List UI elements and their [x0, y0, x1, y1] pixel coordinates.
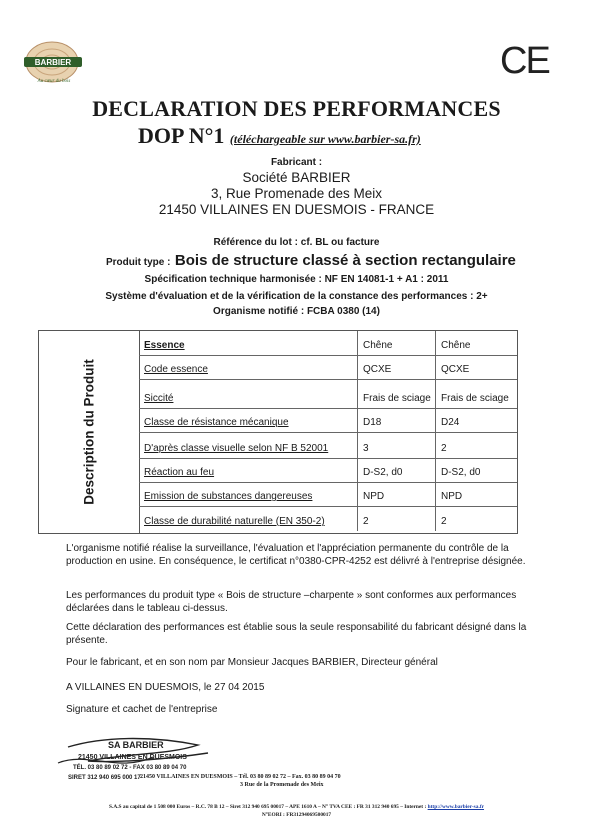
- ce-mark: CE: [500, 40, 549, 82]
- dop-heading: [138, 123, 421, 149]
- value-cell: D24: [435, 408, 517, 432]
- footer-legal-text: S.A.S au capital de 1 508 000 Euros – R.C. 78 B 12 – Siret 312 940 695 00017 – APE 1610 A – N° TVA CEE : FR 31 312 940 695 – Internet :: [108, 804, 427, 810]
- notified-organism: Organisme notifié : FCBA 0380 (14): [213, 306, 380, 317]
- table-row: [139, 408, 517, 433]
- product-type-value: Bois de structure classé à section rectangulaire: [174, 252, 516, 269]
- logo-tagline: Au cœur du bois: [37, 79, 71, 84]
- value-cell: Chêne: [357, 331, 435, 355]
- stamp-address-line2: 3 Rue de la Promenade des Meix: [240, 782, 324, 788]
- stamp-address-line: 21450 VILLAINES EN DUESMOIS – Tél. 03 80 89 02 72 – Fax. 03 80 89 04 70: [140, 774, 341, 780]
- footer-eori: N°EORI : FR31294069500017: [261, 812, 332, 818]
- paragraph-responsibility: Cette déclaration des performances est établie sous la seule responsabilité du fabricant désigné dans la présente.: [66, 622, 527, 646]
- value-cell: QCXE: [357, 355, 435, 379]
- technical-spec: Spécification technique harmonisée : NF EN 14081-1 + A1 : 2011: [144, 274, 449, 285]
- property-cell: Emission de substances dangereuses: [144, 491, 313, 502]
- value-cell: 2: [357, 506, 435, 531]
- lot-reference: Référence du lot : cf. BL ou facture: [213, 237, 380, 248]
- value-cell: D18: [357, 408, 435, 432]
- fabricant-name: Société BARBIER: [242, 170, 351, 185]
- logo-brand: BARBIER: [34, 58, 72, 67]
- product-type: [106, 252, 516, 270]
- dop-download-link[interactable]: (téléchargeable sur www.barbier-sa.fr): [229, 132, 421, 146]
- property-cell: Réaction au feu: [144, 467, 215, 478]
- property-cell: Classe de durabilité naturelle (EN 350-2): [144, 516, 325, 527]
- value-cell: D-S2, d0: [357, 458, 435, 482]
- value-cell: NPD: [435, 482, 517, 506]
- footer-legal: [0, 804, 593, 810]
- value-cell: Frais de sciage: [357, 379, 435, 408]
- property-cell: Code essence: [144, 364, 208, 375]
- evaluation-system: Système d'évaluation et de la vérification de la constance des performances : 2+: [105, 291, 488, 302]
- value-cell: D-S2, d0: [435, 458, 517, 482]
- product-type-label: Produit type :: [106, 257, 171, 268]
- paragraph-signatory: Pour le fabricant, et en son nom par Monsieur Jacques BARBIER, Directeur général: [66, 657, 438, 668]
- barbier-logo: [14, 38, 96, 90]
- page-title: DECLARATION DES PERFORMANCES: [92, 96, 501, 121]
- table-row: [139, 458, 517, 483]
- value-cell: QCXE: [435, 355, 517, 379]
- fabricant-street: 3, Rue Promenade des Meix: [210, 186, 383, 201]
- property-cell: Siccité: [144, 393, 174, 404]
- value-cell: NPD: [357, 482, 435, 506]
- table-row: [139, 482, 517, 507]
- table-row: [139, 432, 517, 459]
- property-cell: Essence: [144, 340, 185, 351]
- dop-number: DOP N°1: [138, 123, 225, 148]
- property-cell: D'après classe visuelle selon NF B 52001: [144, 443, 329, 454]
- paragraph-conformity: Les performances du produit type « Bois de structure –charpente » sont conformes aux performances déclarées dans le tableau ci-dessus.: [66, 590, 517, 614]
- table-row: [139, 355, 517, 380]
- paragraph-surveillance: L'organisme notifié réalise la surveillance, l'évaluation et l'appréciation permanente du contrôle de la production en usine. En conséquence, le certificat n°0380-CPR-4252 est délivré à l'entreprise désignée.: [66, 543, 526, 567]
- product-description-table: [38, 330, 518, 534]
- table-row: [139, 506, 517, 531]
- value-cell: Chêne: [435, 331, 517, 355]
- footer-website-link[interactable]: http://www.barbier-sa.fr: [427, 804, 485, 810]
- table-side-title: Description du Produit: [81, 359, 97, 505]
- fabricant-city: 21450 VILLAINES EN DUESMOIS - FRANCE: [158, 202, 435, 217]
- stamp-phone: TÉL. 03 80 89 02 72 - FAX 03 80 89 04 70: [73, 765, 187, 771]
- paragraph-signature-label: Signature et cachet de l'entreprise: [66, 704, 218, 715]
- value-cell: Frais de sciage: [435, 379, 517, 408]
- table-row: [139, 379, 517, 409]
- stamp-company: SA BARBIER: [108, 740, 164, 750]
- paragraph-place-date: A VILLAINES EN DUESMOIS, le 27 04 2015: [66, 682, 265, 693]
- table-side-header: [39, 331, 140, 533]
- stamp-siret: SIRET 312 940 695 000 17: [68, 775, 141, 781]
- company-stamp-signature: [48, 733, 378, 793]
- fabricant-label: Fabricant :: [270, 157, 323, 168]
- value-cell: 2: [435, 506, 517, 531]
- stamp-town: 21450 VILLAINES EN DUESMOIS: [78, 754, 187, 761]
- table-header-row: [139, 331, 517, 356]
- value-cell: 3: [357, 432, 435, 458]
- value-cell: 2: [435, 432, 517, 458]
- property-cell: Classe de résistance mécanique: [144, 417, 289, 428]
